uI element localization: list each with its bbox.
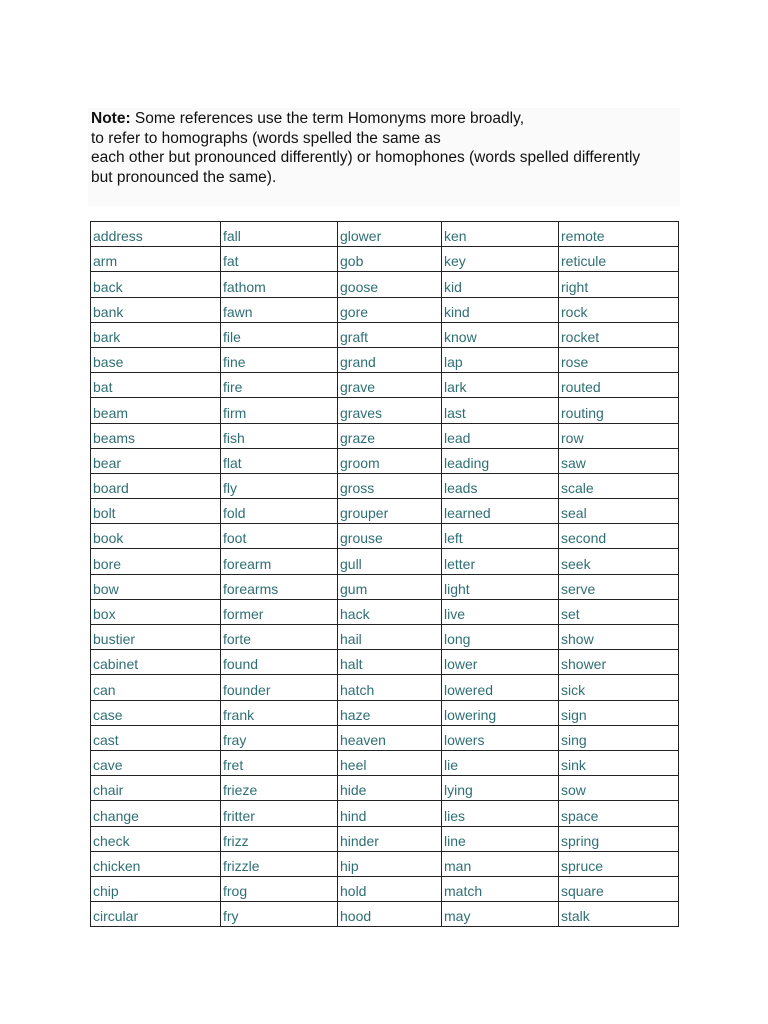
- table-row: [91, 473, 679, 498]
- word-cell: cabinet: [91, 650, 221, 675]
- homonyms-table: [90, 221, 679, 927]
- word-cell: spring: [559, 826, 679, 851]
- word-cell: sow: [559, 776, 679, 801]
- word-cell: saw: [559, 448, 679, 473]
- word-cell: serve: [559, 574, 679, 599]
- table-row: [91, 222, 679, 247]
- word-cell: bat: [91, 373, 221, 398]
- note-line-4: but pronounced the same).: [91, 168, 277, 186]
- word-cell: bore: [91, 549, 221, 574]
- word-cell: live: [442, 599, 559, 624]
- word-cell: founder: [221, 675, 338, 700]
- word-cell: lap: [442, 347, 559, 372]
- table-row: [91, 625, 679, 650]
- table-row: [91, 851, 679, 876]
- word-cell: rock: [559, 297, 679, 322]
- word-cell: cave: [91, 750, 221, 775]
- word-cell: kid: [442, 272, 559, 297]
- word-cell: right: [559, 272, 679, 297]
- word-cell: graves: [338, 398, 442, 423]
- word-cell: lead: [442, 423, 559, 448]
- word-cell: hide: [338, 776, 442, 801]
- word-cell: hinder: [338, 826, 442, 851]
- table-row: [91, 549, 679, 574]
- table-row: [91, 902, 679, 927]
- word-cell: seal: [559, 499, 679, 524]
- word-cell: change: [91, 801, 221, 826]
- word-cell: former: [221, 599, 338, 624]
- word-cell: gull: [338, 549, 442, 574]
- word-cell: graze: [338, 423, 442, 448]
- word-cell: may: [442, 902, 559, 927]
- word-cell: lying: [442, 776, 559, 801]
- word-cell: chair: [91, 776, 221, 801]
- table-row: [91, 423, 679, 448]
- word-cell: square: [559, 876, 679, 901]
- table-row: [91, 499, 679, 524]
- word-cell: foot: [221, 524, 338, 549]
- word-cell: circular: [91, 902, 221, 927]
- word-cell: grand: [338, 347, 442, 372]
- word-cell: fire: [221, 373, 338, 398]
- word-cell: address: [91, 222, 221, 247]
- word-cell: lowers: [442, 725, 559, 750]
- note-line-2: to refer to homographs (words spelled the same as: [91, 129, 441, 147]
- word-cell: goose: [338, 272, 442, 297]
- word-cell: kind: [442, 297, 559, 322]
- word-cell: hack: [338, 599, 442, 624]
- word-cell: reticule: [559, 247, 679, 272]
- word-cell: halt: [338, 650, 442, 675]
- table-row: [91, 524, 679, 549]
- word-cell: line: [442, 826, 559, 851]
- word-cell: rose: [559, 347, 679, 372]
- word-cell: can: [91, 675, 221, 700]
- word-cell: routing: [559, 398, 679, 423]
- word-cell: gob: [338, 247, 442, 272]
- table-row: [91, 599, 679, 624]
- word-cell: scale: [559, 473, 679, 498]
- table-row: [91, 675, 679, 700]
- word-cell: fritter: [221, 801, 338, 826]
- table-row: [91, 448, 679, 473]
- word-cell: lowered: [442, 675, 559, 700]
- note-box: [88, 108, 680, 206]
- word-cell: leads: [442, 473, 559, 498]
- table-row: [91, 347, 679, 372]
- word-cell: frizz: [221, 826, 338, 851]
- word-cell: frog: [221, 876, 338, 901]
- word-cell: ken: [442, 222, 559, 247]
- word-cell: lie: [442, 750, 559, 775]
- word-cell: left: [442, 524, 559, 549]
- word-cell: beam: [91, 398, 221, 423]
- word-cell: show: [559, 625, 679, 650]
- word-cell: lark: [442, 373, 559, 398]
- word-cell: seek: [559, 549, 679, 574]
- word-cell: fry: [221, 902, 338, 927]
- table-row: [91, 247, 679, 272]
- word-cell: gum: [338, 574, 442, 599]
- word-cell: file: [221, 322, 338, 347]
- word-cell: hatch: [338, 675, 442, 700]
- word-cell: stalk: [559, 902, 679, 927]
- word-cell: groom: [338, 448, 442, 473]
- word-cell: learned: [442, 499, 559, 524]
- word-cell: flat: [221, 448, 338, 473]
- word-cell: fray: [221, 725, 338, 750]
- word-cell: frank: [221, 700, 338, 725]
- word-cell: last: [442, 398, 559, 423]
- word-cell: space: [559, 801, 679, 826]
- word-cell: hind: [338, 801, 442, 826]
- word-cell: lower: [442, 650, 559, 675]
- word-cell: shower: [559, 650, 679, 675]
- table-row: [91, 574, 679, 599]
- word-cell: grouse: [338, 524, 442, 549]
- word-cell: sink: [559, 750, 679, 775]
- word-cell: key: [442, 247, 559, 272]
- word-cell: fret: [221, 750, 338, 775]
- word-cell: man: [442, 851, 559, 876]
- word-cell: cast: [91, 725, 221, 750]
- word-cell: lowering: [442, 700, 559, 725]
- word-cell: arm: [91, 247, 221, 272]
- word-cell: fish: [221, 423, 338, 448]
- table-row: [91, 297, 679, 322]
- word-cell: chip: [91, 876, 221, 901]
- word-cell: fly: [221, 473, 338, 498]
- note-line-3: each other but pronounced differently) or homophones (words spelled differently: [91, 149, 641, 166]
- note-text-1: Some references use the term Homonyms more broadly,: [130, 110, 525, 127]
- word-cell: routed: [559, 373, 679, 398]
- table-row: [91, 700, 679, 725]
- word-cell: row: [559, 423, 679, 448]
- word-cell: base: [91, 347, 221, 372]
- word-cell: grouper: [338, 499, 442, 524]
- table-row: [91, 776, 679, 801]
- word-cell: bustier: [91, 625, 221, 650]
- table-row: [91, 398, 679, 423]
- word-cell: graft: [338, 322, 442, 347]
- table-row: [91, 750, 679, 775]
- word-cell: bear: [91, 448, 221, 473]
- word-cell: book: [91, 524, 221, 549]
- table-row: [91, 826, 679, 851]
- word-cell: heaven: [338, 725, 442, 750]
- table-row: [91, 322, 679, 347]
- note-label: Note:: [91, 110, 131, 127]
- word-cell: rocket: [559, 322, 679, 347]
- word-cell: grave: [338, 373, 442, 398]
- table-row: [91, 373, 679, 398]
- word-cell: hip: [338, 851, 442, 876]
- word-cell: bark: [91, 322, 221, 347]
- word-cell: forearm: [221, 549, 338, 574]
- word-cell: gross: [338, 473, 442, 498]
- word-cell: sing: [559, 725, 679, 750]
- word-cell: set: [559, 599, 679, 624]
- word-cell: remote: [559, 222, 679, 247]
- word-cell: sick: [559, 675, 679, 700]
- word-cell: fall: [221, 222, 338, 247]
- table-row: [91, 650, 679, 675]
- word-cell: hold: [338, 876, 442, 901]
- word-cell: fine: [221, 347, 338, 372]
- homonyms-table-body: [91, 222, 679, 927]
- word-cell: haze: [338, 700, 442, 725]
- word-cell: lies: [442, 801, 559, 826]
- table-row: [91, 272, 679, 297]
- word-cell: spruce: [559, 851, 679, 876]
- word-cell: fat: [221, 247, 338, 272]
- word-cell: fawn: [221, 297, 338, 322]
- word-cell: case: [91, 700, 221, 725]
- table-row: [91, 876, 679, 901]
- word-cell: back: [91, 272, 221, 297]
- word-cell: light: [442, 574, 559, 599]
- word-cell: hood: [338, 902, 442, 927]
- word-cell: forearms: [221, 574, 338, 599]
- word-cell: found: [221, 650, 338, 675]
- word-cell: fold: [221, 499, 338, 524]
- word-cell: check: [91, 826, 221, 851]
- word-cell: box: [91, 599, 221, 624]
- word-cell: frieze: [221, 776, 338, 801]
- word-cell: match: [442, 876, 559, 901]
- note-line-1: [91, 109, 680, 129]
- word-cell: beams: [91, 423, 221, 448]
- word-cell: bolt: [91, 499, 221, 524]
- word-cell: frizzle: [221, 851, 338, 876]
- word-cell: hail: [338, 625, 442, 650]
- word-cell: heel: [338, 750, 442, 775]
- word-cell: leading: [442, 448, 559, 473]
- word-cell: gore: [338, 297, 442, 322]
- word-cell: fathom: [221, 272, 338, 297]
- word-cell: long: [442, 625, 559, 650]
- word-cell: bank: [91, 297, 221, 322]
- word-cell: letter: [442, 549, 559, 574]
- word-cell: second: [559, 524, 679, 549]
- table-row: [91, 801, 679, 826]
- word-cell: firm: [221, 398, 338, 423]
- table-row: [91, 725, 679, 750]
- word-cell: glower: [338, 222, 442, 247]
- word-cell: sign: [559, 700, 679, 725]
- word-cell: board: [91, 473, 221, 498]
- word-cell: forte: [221, 625, 338, 650]
- word-cell: bow: [91, 574, 221, 599]
- word-cell: chicken: [91, 851, 221, 876]
- word-cell: know: [442, 322, 559, 347]
